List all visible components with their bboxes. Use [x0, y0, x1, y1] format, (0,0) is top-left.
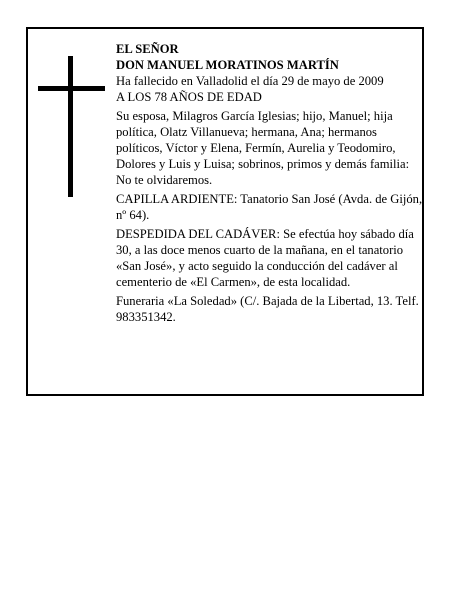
remembrance-line: No te olvidaremos.: [116, 173, 213, 187]
notice-title-line1: EL SEÑOR: [116, 42, 179, 56]
family-paragraph: Su esposa, Milagros García Iglesias; hijo, Manuel; hija política, Olatz Villanueva; hermana, Ana; hermanos políticos, Víctor y Elena, Fermín, Aurelia y Teodomiro, Dolores y Luis y Luisa; sobrinos, primos y demás familia:: [116, 109, 410, 171]
deceased-name: DON MANUEL MORATINOS MARTÍN: [116, 58, 339, 72]
obituary-notice: [26, 27, 424, 396]
farewell-paragraph: DESPEDIDA DEL CADÁVER: Se efectúa hoy sábado día 30, a las doce menos cuarto de la mañana, en el tanatorio «San José», y acto seguido la conducción del cadáver al cementerio de «El Carmen», de esta localidad.: [116, 227, 414, 289]
chapel-paragraph: CAPILLA ARDIENTE: Tanatorio San José (Avda. de Gijón, nº 64).: [116, 192, 423, 222]
funeral-home-paragraph: Funeraria «La Soledad» (C/. Bajada de la Libertad, 13. Telf. 983351342.: [116, 294, 419, 324]
cross-horizontal-bar: [38, 86, 105, 91]
death-announcement: Ha fallecido en Valladolid el día 29 de mayo de 2009: [116, 74, 384, 88]
notice-content: [116, 41, 426, 325]
cross-vertical-bar: [68, 56, 73, 197]
age-line: A LOS 78 AÑOS DE EDAD: [116, 90, 262, 104]
